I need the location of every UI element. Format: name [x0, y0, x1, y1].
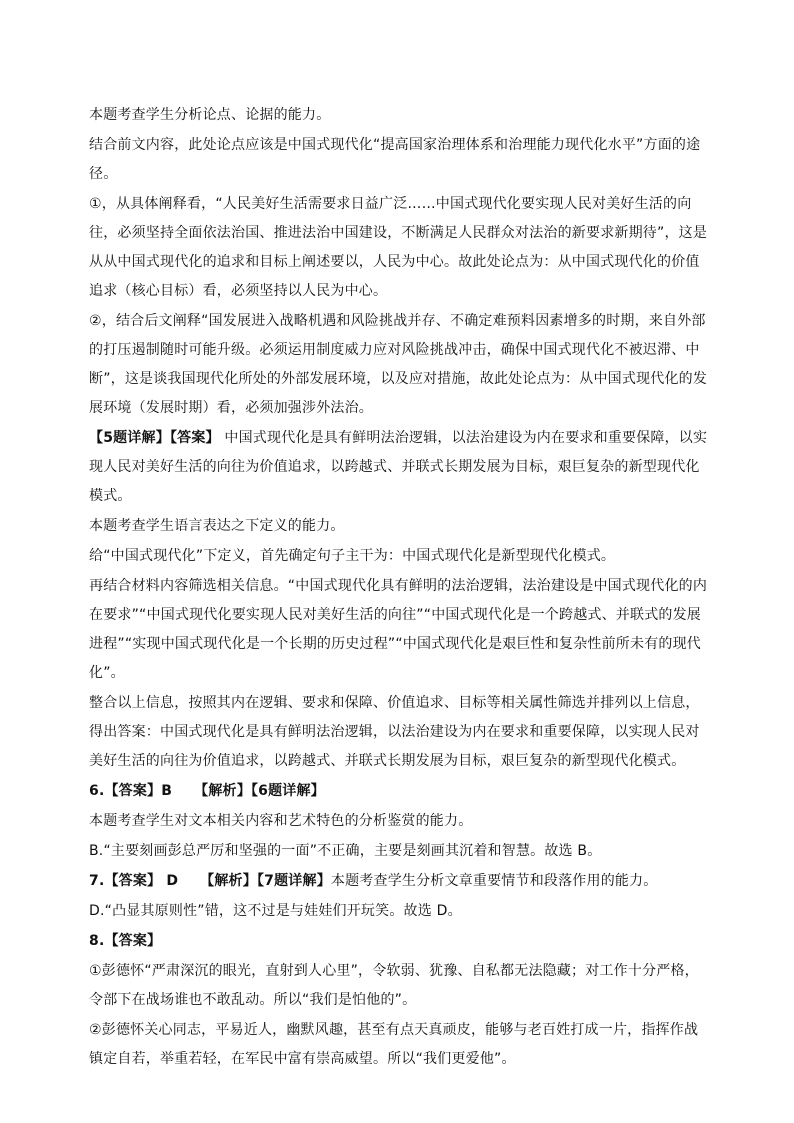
paragraph-text: 再结合材料内容筛选相关信息。“中国式现代化具有鲜明的法治逻辑，法治建设是中国式现代化的内在要求”“中国式现代化要实现人民对美好生活的向往”“中国式现代化是一个跨越式、并联式的发展进程”“实现中国式现代化是一个长期的历史过程”“中国式现代化是艰巨性和复杂性前所未有的现代化”。 [89, 578, 708, 681]
paragraph-text: 本题考查学生分析论点、论据的能力。 [89, 107, 331, 123]
analysis-label: 【解析】【6题详解】 [194, 783, 325, 799]
analysis-label: 【解析】【7题详解】 [200, 873, 331, 889]
paragraph-text: B.“主要刻画彭总严厉和坚强的一面”不正确，主要是刻画其沉着和智慧。故选 B。 [89, 843, 602, 859]
paragraph-17 [89, 1016, 709, 1074]
paragraph-text: ②，结合后文阐释“国发展进入战略机遇和风险挑战并存、不确定难预料因素增多的时期，来自外部的打压遏制随时可能升级。必须运用制度威力应对风险挑战冲击，确保中国式现代化不被迟滞、中断”，这是谈我国现代化所处的外部发展环境，以及应对措施，故此处论点为：从中国式现代化的发展环境（发展时期）看，必须加强涉外法治。 [89, 313, 708, 416]
paragraph-text: 整合以上信息，按照其内在逻辑、要求和保障、价值追求、目标等相关属性筛选并排列以上信息，得出答案：中国式现代化是具有鲜明法治逻辑，以法治建设为内在要求和重要保障，以实现人民对美好生活的向往为价值追求，以跨越式、并联式长期发展为目标，艰巨复杂的新型现代化模式。 [89, 695, 700, 769]
paragraph-16 [89, 957, 709, 1015]
paragraph-11 [89, 807, 709, 836]
answer-label: 【5题详解】【答案】 [89, 430, 220, 446]
paragraph-text: 结合前文内容，此处论点应该是中国式现代化“提高国家治理体系和治理能力现代化水平”方面的途径。 [89, 137, 701, 182]
paragraph-text: 中国式现代化是具有鲜明法治逻辑，以法治建设为内在要求和重要保障，以实现人民对美好生活的向往为价值追求，以跨越式、并联式长期发展为目标，艰巨复杂的新型现代化模式。 [89, 430, 708, 504]
paragraph-4 [89, 307, 709, 423]
paragraph-7 [89, 542, 709, 571]
paragraph-text: 本题考查学生分析文章重要情节和段落作用的能力。 [330, 873, 658, 889]
paragraph-8 [89, 572, 709, 688]
paragraph-text: 给“中国式现代化”下定义，首先确定句子主干为：中国式现代化是新型现代化模式。 [89, 548, 616, 564]
answer-6-paragraph [89, 777, 709, 806]
paragraph-1 [89, 101, 709, 130]
answer-5-paragraph [89, 424, 709, 511]
answer-8-paragraph [89, 927, 709, 956]
paragraph-9 [89, 689, 709, 776]
paragraph-text: ①，从具体阐释看，“人民美好生活需要求日益广泛……中国式现代化要实现人民对美好生活的向往，必须坚持全面依法治国、推进法治中国建设，不断满足人民群众对法治的新要求新期待”，这是从从中国式现代化的追求和目标上阐述要以，人民为中心。故此处论点为：从中国式现代化的价值追求（核心目标）看，必须坚持以人民为中心。 [89, 196, 708, 299]
answer-label: 8.【答案】 [89, 933, 162, 949]
paragraph-3 [89, 190, 709, 306]
paragraph-text: D.“凸显其原则性”错，这不过是与娃娃们开玩笑。故选 D。 [89, 903, 462, 919]
paragraph-14 [89, 897, 709, 926]
paragraph-2 [89, 131, 709, 189]
paragraph-text: 本题考查学生语言表达之下定义的能力。 [89, 518, 345, 534]
paragraph-6 [89, 512, 709, 541]
answer-7-paragraph [89, 867, 709, 896]
paragraph-text: ①彭德怀“严肃深沉的眼光，直射到人心里”，令软弱、犹豫、自私都无法隐藏；对工作十分严格，令部下在战场谁也不敢乱动。所以“我们是怕他的”。 [89, 963, 699, 1008]
answer-label: 7.【答案】 D [89, 873, 179, 889]
paragraph-text: ②彭德怀关心同志，平易近人，幽默风趣，甚至有点天真顽皮，能够与老百姓打成一片，指挥作战镇定自若，举重若轻，在军民中富有崇高威望。所以“我们更爱他”。 [89, 1022, 699, 1067]
paragraph-12 [89, 837, 709, 866]
answer-label: 6.【答案】B [89, 783, 173, 799]
paragraph-text: 本题考查学生对文本相关内容和艺术特色的分析鉴赏的能力。 [89, 813, 473, 829]
